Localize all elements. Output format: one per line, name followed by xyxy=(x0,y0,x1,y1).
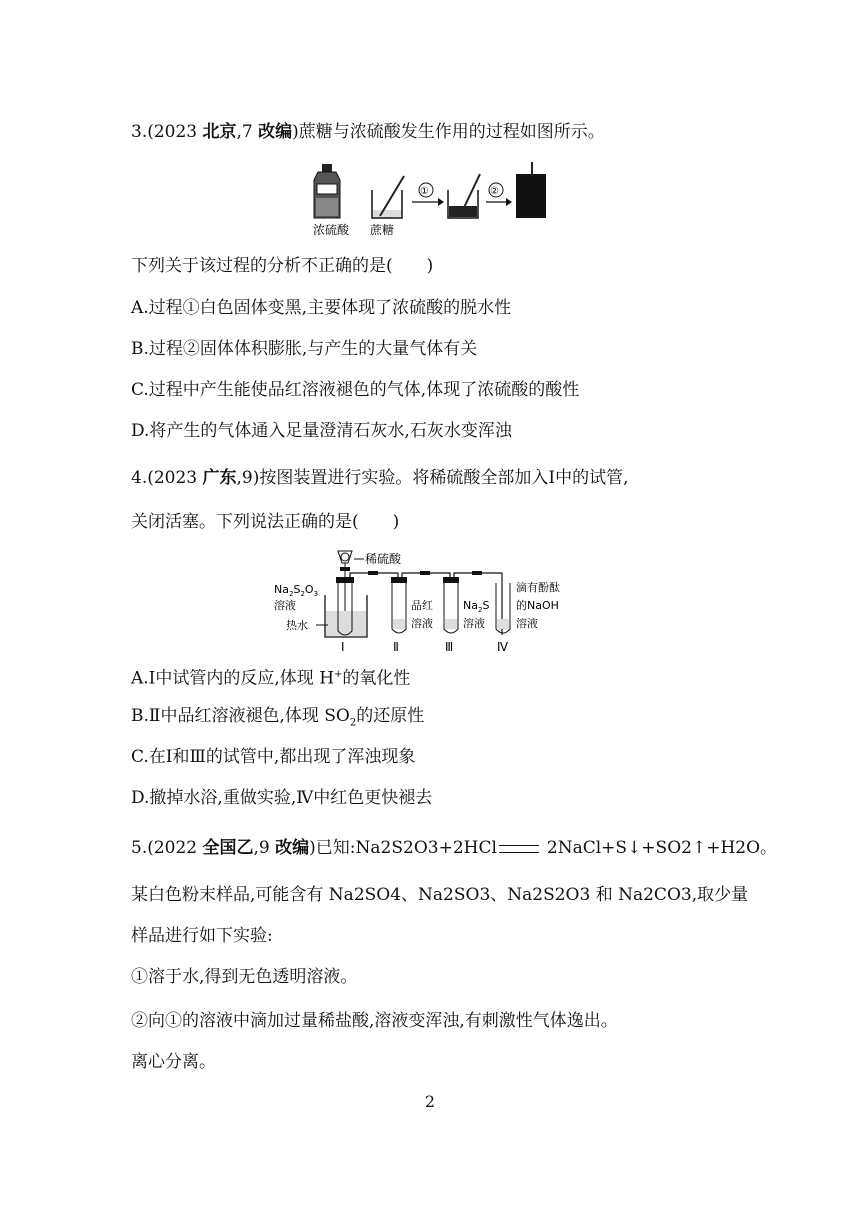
equals-sign-icon xyxy=(499,845,539,853)
acid-bottle-icon xyxy=(314,164,340,218)
na2s2o3-label xyxy=(274,583,318,598)
test-tube-2-icon xyxy=(391,577,407,633)
q5-given: 已知: xyxy=(315,838,356,858)
q5-src-tag: 改编 xyxy=(275,838,310,858)
na2s2o3-sub1: 2 xyxy=(288,590,294,598)
phenol-label-2: 的NaOH xyxy=(516,599,559,612)
q4-option-a xyxy=(131,664,410,690)
na2s-sol-label: 溶液 xyxy=(463,617,485,630)
q3-option-b: B.过程②固体体积膨胀,与产生的大量气体有关 xyxy=(131,339,478,359)
q5-equation-left: Na2S2O3+2HCl xyxy=(355,838,497,858)
pinhong-label: 品红 xyxy=(411,599,433,612)
step2-label: ② xyxy=(490,186,499,197)
q3-src-year: 2023 xyxy=(153,122,203,142)
na2s2o3-sub3: 3 xyxy=(313,590,319,598)
beaker-sugar-icon xyxy=(372,176,404,218)
q3-option-c: C.过程中产生能使品红溶液褪色的气体,体现了浓硫酸的酸性 xyxy=(131,380,580,400)
q3-stem xyxy=(131,121,605,143)
label-acid: 稀硫酸 xyxy=(365,552,402,566)
q4-opt-a-sup: + xyxy=(334,669,343,680)
q3-number: 3.( xyxy=(131,122,154,142)
q5-src-item: ,9 xyxy=(253,838,276,858)
q4-option-c: C.在Ⅰ和Ⅲ的试管中,都出现了浑浊现象 xyxy=(131,747,416,767)
q4-figure xyxy=(270,545,570,655)
na2s2o3-o: O xyxy=(304,583,314,596)
roman-1: Ⅰ xyxy=(341,640,345,654)
q3-src-place: 北京 xyxy=(202,122,237,142)
q4-src-item: ,9) xyxy=(236,468,260,488)
na2s-label xyxy=(463,599,489,614)
pinhong-sol-label: 溶液 xyxy=(411,617,433,630)
q5-number: 5.( xyxy=(131,838,154,858)
q4-stem-text: 按图装置进行实验。将稀硫酸全部加入Ⅰ中的试管, xyxy=(259,468,629,488)
roman-2: Ⅱ xyxy=(393,640,399,654)
na2s-na: Na xyxy=(463,599,478,612)
test-tube-4-icon xyxy=(496,583,510,633)
water-bath-beaker-icon xyxy=(325,577,367,637)
hot-water-label: 热水 xyxy=(286,619,308,632)
q5-step2: ②向①的溶液中滴加过量稀盐酸,溶液变浑浊,有刺激性气体逸出。 xyxy=(131,1011,618,1031)
q3-option-a: A.过程①白色固体变黑,主要体现了浓硫酸的脱水性 xyxy=(131,298,512,318)
q4-opt-b-post: 的还原性 xyxy=(356,706,425,726)
roman-3: Ⅲ xyxy=(445,640,454,654)
q5-equation-right: 2NaCl+S↓+SO2↑+H2O。 xyxy=(546,838,778,858)
q3-close: ) xyxy=(292,122,299,142)
na2s2o3-s: S xyxy=(293,583,301,596)
q4-stem-line1 xyxy=(131,467,629,489)
q5-src-place: 全国乙 xyxy=(202,838,254,858)
phenol-label-1: 滴有酚酞 xyxy=(516,581,560,594)
q5-line2: 某白色粉末样品,可能含有 Na2SO4、Na2SO3、Na2S2O3 和 Na2CO3,取少量 xyxy=(131,885,749,905)
na2s2o3-sub2: 2 xyxy=(300,590,305,598)
na2s2o3-na: Na xyxy=(274,583,289,596)
q5-stem xyxy=(131,837,777,859)
q4-opt-a-pre: A.Ⅰ中试管内的反应,体现 H xyxy=(131,668,335,689)
q5-close: ) xyxy=(309,838,316,858)
q4-src-year: 2023 xyxy=(153,468,203,488)
q4-opt-b-sub: 2 xyxy=(349,717,357,729)
q3-question: 下列关于该过程的分析不正确的是( ) xyxy=(131,256,434,276)
q3-stem-text: 蔗糖与浓硫酸发生作用的过程如图所示。 xyxy=(298,122,605,142)
na2s-sub: 2 xyxy=(477,606,483,614)
na2s-s: S xyxy=(482,599,490,612)
sol-label-1: 溶液 xyxy=(274,599,296,612)
q4-src-place: 广东 xyxy=(202,468,237,488)
test-tube-3-icon xyxy=(443,577,459,633)
step1-label: ① xyxy=(420,186,429,197)
q3-src-tag: 改编 xyxy=(258,122,293,142)
q4-stem-line2: 关闭活塞。下列说法正确的是( ) xyxy=(131,512,400,532)
expanded-carbon-icon xyxy=(516,162,546,218)
q5-step3: 离心分离。 xyxy=(131,1052,216,1072)
q4-option-b xyxy=(131,705,424,734)
q4-opt-a-post: 的氧化性 xyxy=(342,668,411,689)
q4-opt-b-pre: B.Ⅱ中品红溶液褪色,体现 SO xyxy=(131,706,350,726)
label-sugar: 蔗糖 xyxy=(370,223,395,237)
phenol-label-3: 溶液 xyxy=(516,617,538,630)
q5-step1: ①溶于水,得到无色透明溶液。 xyxy=(131,967,358,987)
q5-src-year: 2022 xyxy=(153,838,203,858)
q3-figure xyxy=(310,160,555,240)
roman-4: Ⅳ xyxy=(497,640,509,654)
q5-line3: 样品进行如下实验: xyxy=(131,926,273,946)
beaker-black-icon xyxy=(448,174,480,218)
page-number: 2 xyxy=(424,1092,436,1111)
label-acid: 浓硫酸 xyxy=(313,223,350,237)
q3-option-d: D.将产生的气体通入足量澄清石灰水,石灰水变浑浊 xyxy=(131,421,512,441)
q4-number: 4.( xyxy=(131,468,154,488)
q4-option-d: D.撤掉水浴,重做实验,Ⅳ中红色更快褪去 xyxy=(131,788,433,808)
q3-src-item: ,7 xyxy=(236,122,259,142)
